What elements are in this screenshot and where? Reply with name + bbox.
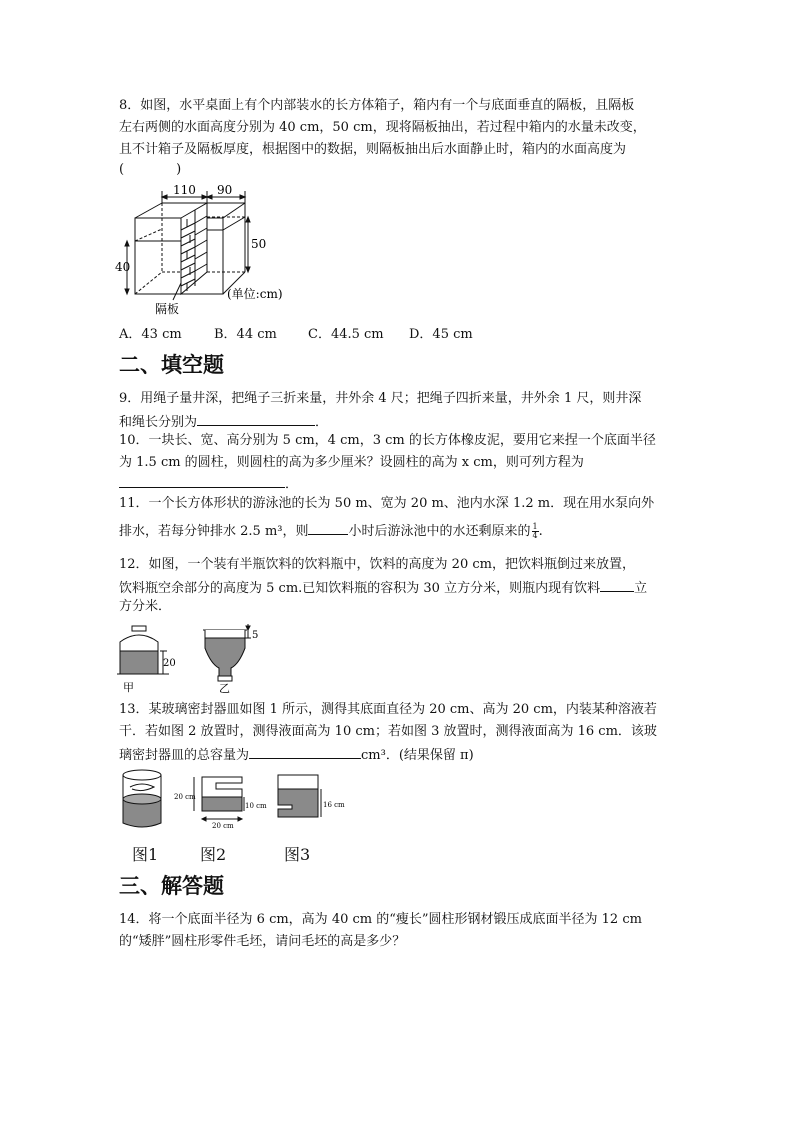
- option-d[interactable]: D．45 cm: [409, 327, 473, 342]
- q10-period: ．: [285, 477, 299, 492]
- q13-line-3: [119, 744, 675, 766]
- fraction-denominator: 4: [532, 531, 538, 540]
- q12-unit-start: 立: [634, 581, 648, 596]
- q11-answer-blank[interactable]: [308, 520, 348, 535]
- fig2-level-label: 10 cm: [245, 802, 267, 810]
- option-b[interactable]: B．44 cm: [214, 327, 277, 342]
- q10-line-3: [119, 473, 675, 495]
- fig2-height-label: 20 cm: [174, 793, 196, 801]
- q9-period: ．: [315, 415, 329, 430]
- dimension-90: 90: [217, 185, 233, 197]
- q13-line-2: 干．若如图 2 放置时，测得液面高为 10 cm；若如图 3 放置时，测得液面高为 16 cm．该玻: [119, 724, 657, 739]
- fig2-width-label: 20 cm: [212, 822, 234, 830]
- q10-answer-blank[interactable]: [119, 473, 285, 488]
- partition-label: 隔板: [155, 302, 180, 316]
- dimension-110: 110: [173, 185, 196, 197]
- section-title-answer: 三、解答题: [119, 873, 224, 898]
- dimension-50: 50: [251, 237, 267, 251]
- q10-line-2: 为 1.5 cm 的圆柱，则圆柱的高为多少厘米？设圆柱的高为 x cm，则可列方程为: [119, 455, 584, 470]
- q13-line-1: 13．某玻璃密封器皿如图 1 所示，测得其底面直径为 20 cm、高为 20 cm，内装某种溶液若: [119, 702, 657, 717]
- bottle-jia-height: 20: [163, 658, 176, 669]
- option-a[interactable]: A．43 cm: [119, 327, 182, 342]
- q13-prefix: 璃密封器皿的总容量为: [119, 748, 250, 763]
- q9-prefix: 和绳长分别为: [119, 415, 198, 430]
- q12-line-1: 12．如图，一个装有半瓶饮料的饮料瓶中，饮料的高度为 20 cm，把饮料瓶倒过来放置，: [119, 557, 635, 572]
- q12-answer-blank[interactable]: [600, 577, 634, 592]
- q8-line-3: 且不计箱子及隔板厚度，根据图中的数据，则隔板抽出后水面静止时，箱内的水面高度为: [119, 142, 627, 157]
- q9-answer-blank[interactable]: [197, 411, 315, 426]
- figure-3-label: 图3: [284, 845, 311, 864]
- fig3-level-label: 16 cm: [323, 801, 345, 809]
- bottle-jia-label: 甲: [123, 681, 134, 694]
- dimension-40: 40: [115, 260, 131, 274]
- q8-box-figure: [115, 185, 315, 320]
- bottle-yi-gap: 5: [252, 630, 259, 641]
- q13-suffix: cm³．(结果保留 π): [361, 748, 474, 763]
- figure-1-label: 图1: [132, 845, 159, 864]
- q9-line-1: 9．用绳子量井深，把绳子三折来量，井外余 4 尺；把绳子四折来量，井外余 1 尺，则井深: [119, 391, 642, 406]
- fraction-one-quarter: [532, 523, 539, 540]
- q9-line-2: [119, 411, 675, 433]
- q8-answer-bracket: ( ): [119, 162, 182, 177]
- q14-line-1: 14．将一个底面半径为 6 cm，高为 40 cm 的“瘦长”圆柱形钢材锻压成底面半径为 12 cm: [119, 912, 642, 927]
- q11-prefix: 排水，若每分钟排水 2.5 m³，则: [119, 524, 309, 539]
- bottle-yi-label: 乙: [219, 682, 230, 695]
- unit-label: (单位:cm): [227, 287, 283, 301]
- option-c[interactable]: C．44.5 cm: [308, 327, 384, 342]
- figure-2-label: 图2: [200, 845, 227, 864]
- q8-line-2: 左右两侧的水面高度分别为 40 cm，50 cm，现将隔板抽出，若过程中箱内的水量未改变，: [119, 120, 646, 135]
- q12-bottle-figure: [115, 624, 275, 696]
- q13-container-figures: [118, 767, 358, 837]
- fraction-numerator: 1: [532, 522, 538, 531]
- q14-line-2: 的“矮胖”圆柱形零件毛坯，请问毛坯的高是多少？: [119, 934, 406, 949]
- section-title-fill-in: 二、填空题: [119, 352, 224, 377]
- q11-line-2: [119, 520, 675, 542]
- q10-line-1: 10．一块长、宽、高分别为 5 cm，4 cm，3 cm 的长方体橡皮泥，要用它来捏一个底面半径: [119, 433, 656, 448]
- q13-answer-blank[interactable]: [249, 744, 361, 759]
- q12-line-2: [119, 577, 675, 599]
- q12-line-3: 方分米．: [119, 599, 172, 614]
- q11-middle: 小时后游泳池中的水还剩原来的: [348, 524, 531, 539]
- q8-line-1: 8．如图，水平桌面上有个内部装水的长方体箱子，箱内有一个与底面垂直的隔板，且隔板: [119, 98, 635, 113]
- q12-prefix: 饮料瓶空余部分的高度为 5 cm.已知饮料瓶的容积为 30 立方分米，则瓶内现有饮料: [119, 581, 601, 596]
- q11-period: .: [538, 524, 543, 539]
- q11-line-1: 11．一个长方体形状的游泳池的长为 50 m、宽为 20 m、池内水深 1.2 m．现在用水泵向外: [119, 496, 655, 511]
